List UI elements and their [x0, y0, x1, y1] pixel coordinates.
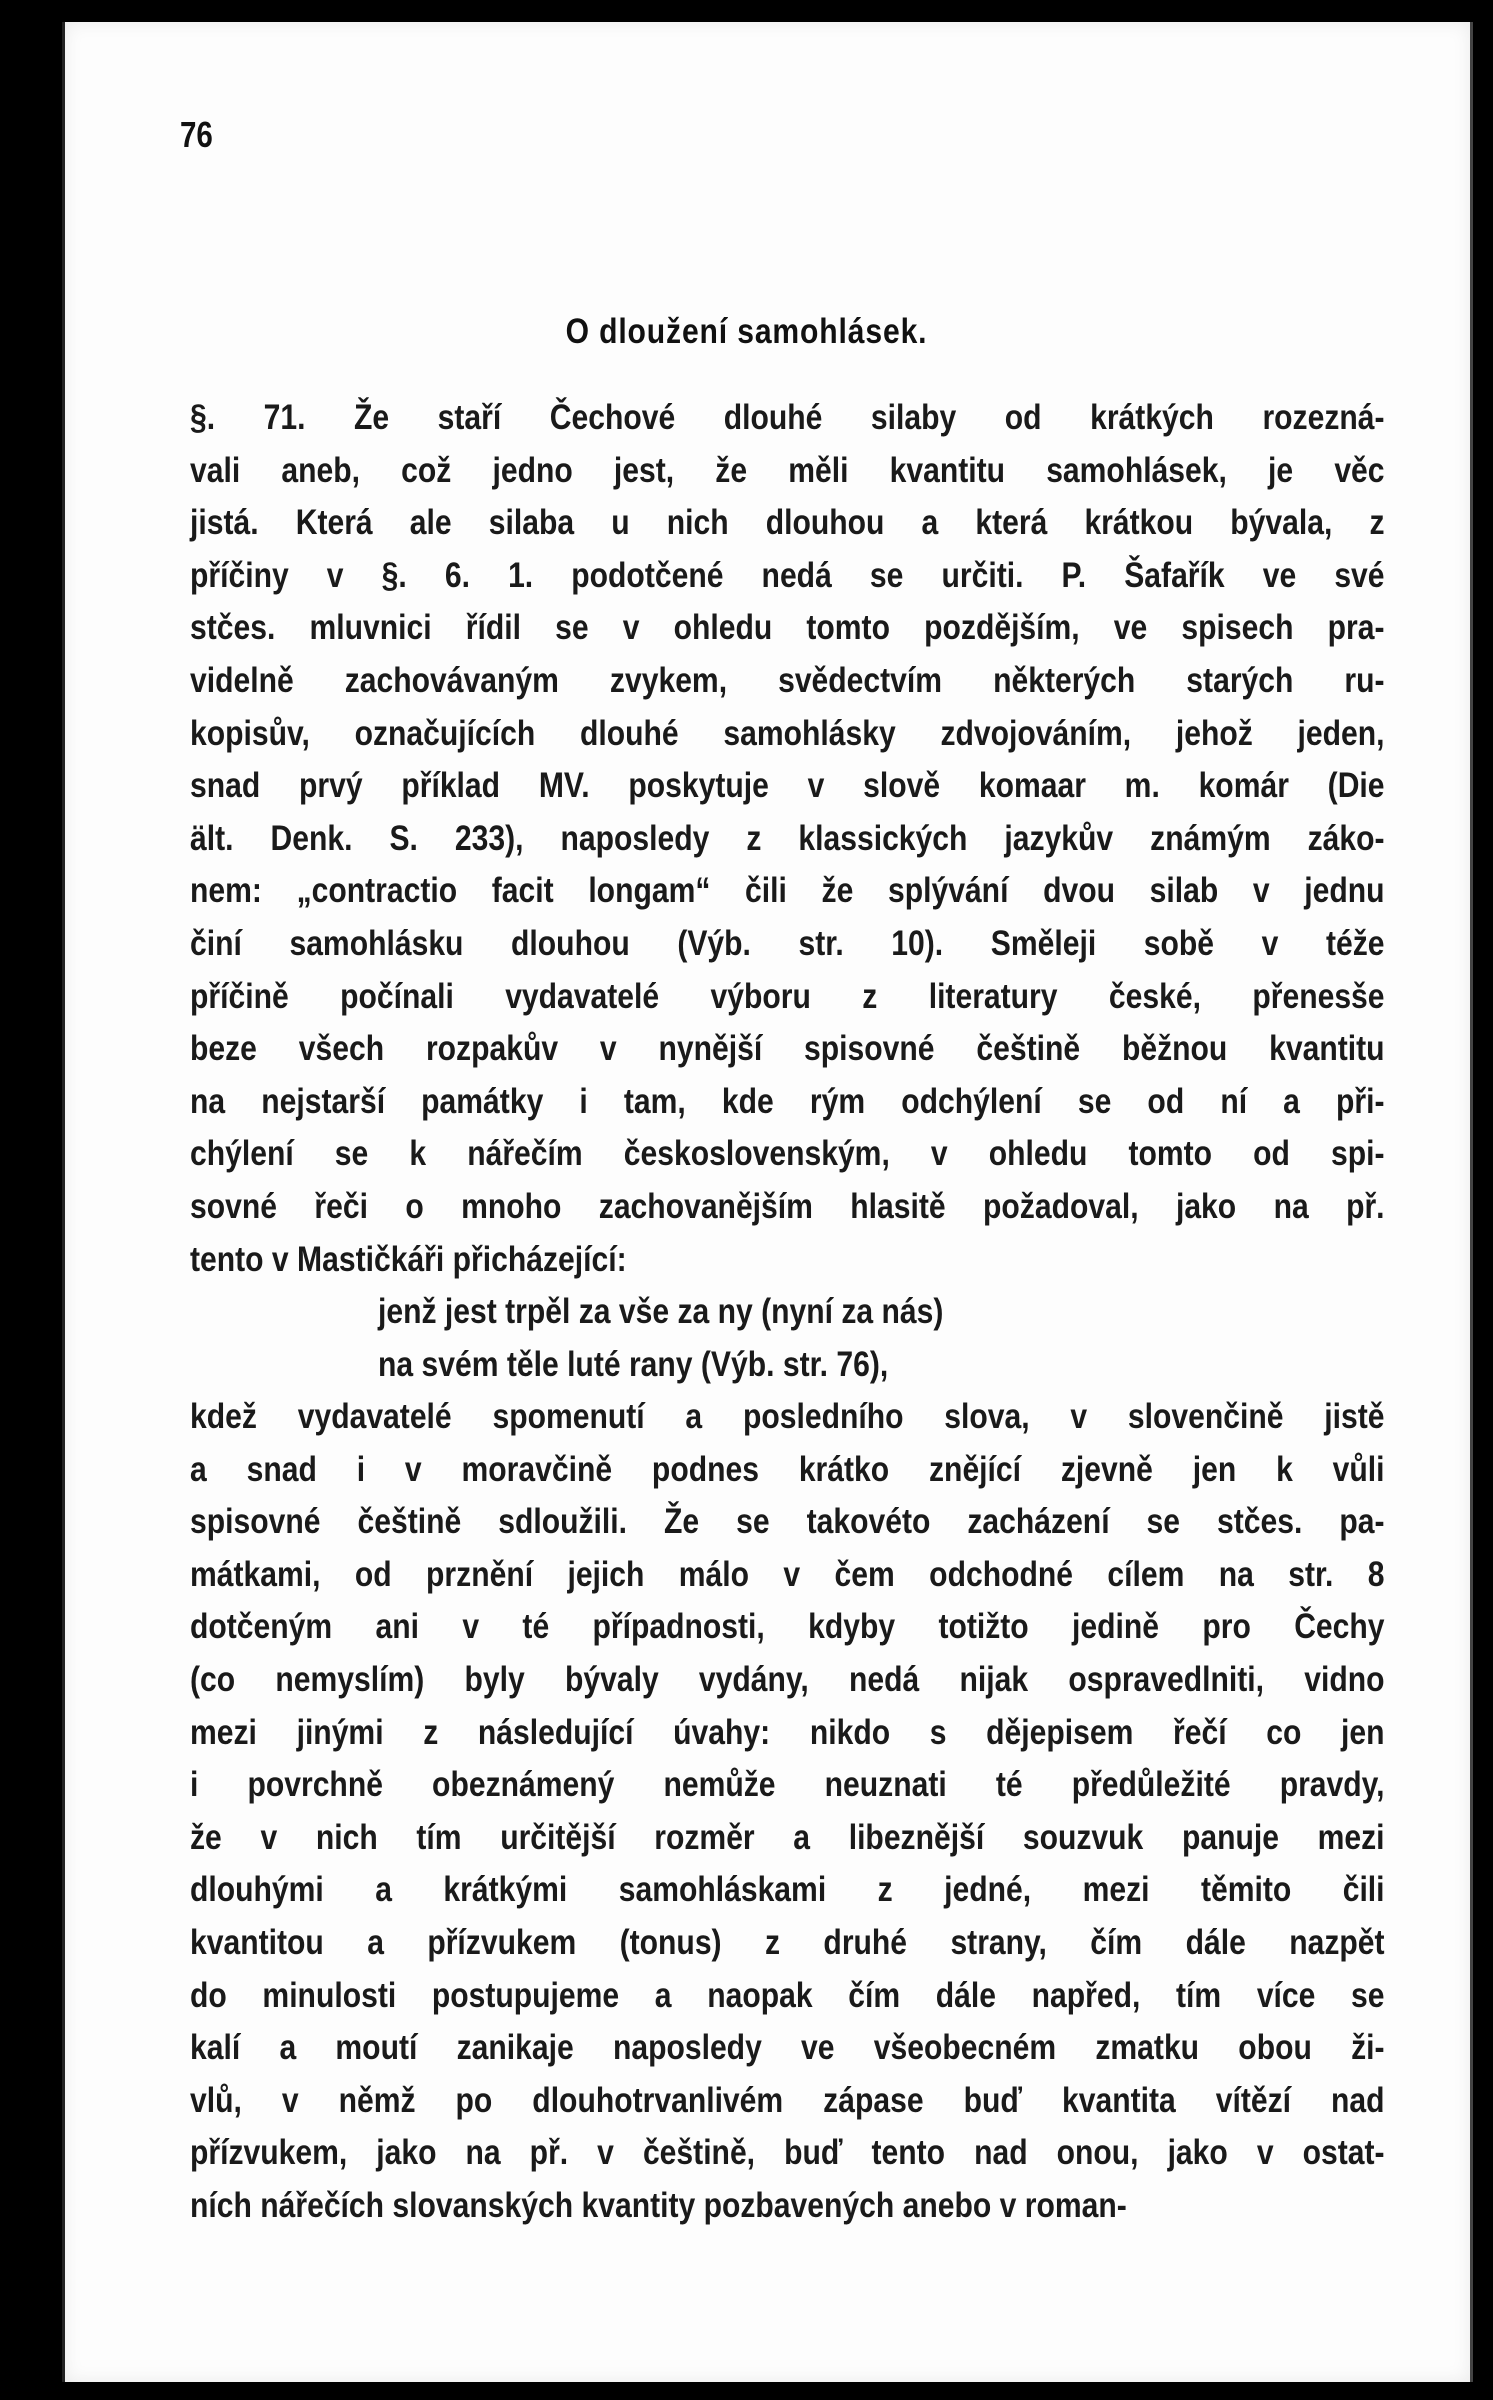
- text-line: §. 71. Že staří Čechové dlouhé silaby od krátkých rozezná-: [190, 398, 1385, 437]
- text-line: dotčeným ani v té případnosti, kdyby totižto jedině pro Čechy: [190, 1607, 1385, 1647]
- text-line: (co nemyslím) byly bývaly vydány, nedá nijak ospravedlniti, vidno: [190, 1659, 1385, 1699]
- text-line: vlů, v němž po dlouhotrvanlivém zápase buď kvantita vítězí nad: [190, 2080, 1385, 2120]
- text-line: a snad i v moravčině podnes krátko znějící zjevně jen k vůli: [190, 1449, 1385, 1489]
- text-line: ních nářečích slovanských kvantity pozbavených anebo v roman-: [190, 2185, 1127, 2225]
- text-line: jistá. Která ale silaba u nich dlouhou a která krátkou bývala, z: [190, 503, 1385, 543]
- text-line: dlouhými a krátkými samohláskami z jedné, mezi těmito čili: [190, 1870, 1385, 1910]
- text-line: kalí a moutí zanikaje naposledy ve všeobecném zmatku obou ži-: [190, 2028, 1385, 2068]
- text-line: stčes. mluvnici řídil se v ohledu tomto pozdějším, ve spisech pra-: [190, 608, 1385, 648]
- text-line: kopisův, označujících dlouhé samohlásky zdvojováním, jehož jeden,: [190, 713, 1385, 753]
- text-line: chýlení se k nářečím československým, v ohledu tomto od spi-: [190, 1134, 1385, 1174]
- text-line: příčiny v §. 6. 1. podotčené nedá se určiti. P. Šafařík ve své: [190, 555, 1385, 595]
- paragraph-2: [190, 1391, 1385, 2233]
- text-line: beze všech rozpakův v nynější spisovné češtině běžnou kvantitu: [190, 1029, 1385, 1069]
- text-line: videlně zachovávaným zvykem, svědectvím některých starých ru-: [190, 660, 1385, 700]
- text-line: mátkami, od prznění jejich málo v čem odchodné cílem na str. 8: [190, 1554, 1385, 1594]
- text-line: mezi jinými z následující úvahy: nikdo s dějepisem řečí co jen: [190, 1712, 1385, 1752]
- text-line: kdež vydavatelé spomenutí a posledního slova, v slovenčině jistě: [190, 1397, 1385, 1436]
- text-line: tento v Mastičkáři přicházející:: [190, 1239, 627, 1279]
- text-line: do minulosti postupujeme a naopak čím dále napřed, tím více se: [190, 1975, 1385, 2015]
- text-line: činí samohlásku dlouhou (Výb. str. 10). Směleji sobě v téže: [190, 923, 1385, 963]
- verse-quote: [190, 1286, 1493, 1391]
- text-line: sovné řeči o mnoho zachovanějším hlasitě požadoval, jako na př.: [190, 1186, 1385, 1226]
- text-line: přízvukem, jako na př. v češtině, buď tento nad onou, jako v ostat-: [190, 2133, 1385, 2173]
- text-line: spisovné češtině sdloužili. Že se takovéto zacházení se stčes. pa-: [190, 1502, 1385, 1542]
- text-line: nem: „contractio facit longam“ čili že splývání dvou silab v jednu: [190, 871, 1385, 911]
- page-number: 76: [180, 114, 213, 155]
- text-line: příčině počínali vydavatelé výboru z literatury české, přenesše: [190, 976, 1385, 1016]
- section-heading: O dloužení samohlásek.: [565, 312, 928, 351]
- text-line: snad prvý příklad MV. poskytuje v slově komaar m. komár (Die: [190, 766, 1385, 806]
- paragraph-1: [190, 392, 1385, 1286]
- text-line: že v nich tím určitější rozměr a libeznější souzvuk panuje mezi: [190, 1817, 1385, 1857]
- text-line: kvantitou a přízvukem (tonus) z druhé strany, čím dále nazpět: [190, 1922, 1385, 1962]
- text-line: vali aneb, což jedno jest, že měli kvantitu samohlásek, je věc: [190, 450, 1385, 490]
- text-line: jenž jest trpěl za vše za ny (nyní za nás): [378, 1292, 944, 1331]
- text-line: na svém těle luté rany (Výb. str. 76),: [378, 1344, 889, 1384]
- text-line: ält. Denk. S. 233), naposledy z klassických jazykův známým záko-: [190, 818, 1385, 858]
- text-line: na nejstarší památky i tam, kde rým odchýlení se od ní a při-: [190, 1081, 1385, 1121]
- text-line: i povrchně obeznámený nemůže neuznati té předůležité pravdy,: [190, 1765, 1385, 1805]
